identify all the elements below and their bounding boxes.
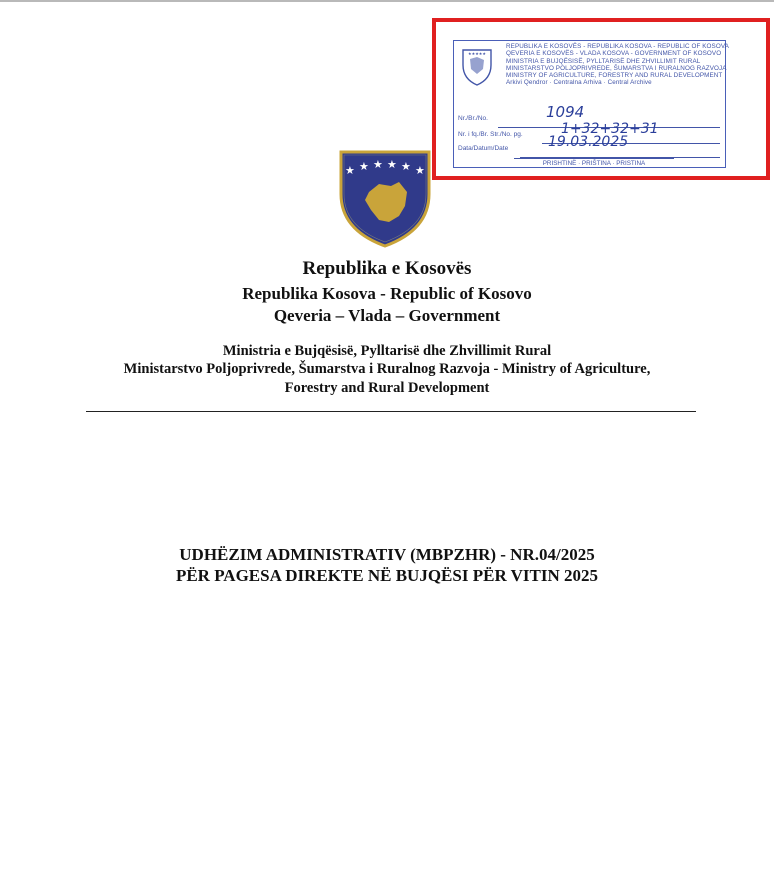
svg-text:★: ★ [373, 158, 383, 171]
stamp-date-handwritten: 19.03.2025 [548, 134, 629, 150]
stamp-header-line: QEVERIA E KOSOVËS - VLADA KOSOVA - GOVERNMENT OF KOSOVO [506, 50, 722, 58]
republic-title: Republika e Kosovës [302, 258, 472, 279]
ministry-name-sr-en: Ministarstvo Poljoprivrede, Šumarstva i Ruralnog Razvoja - Ministry of Agriculture, [123, 361, 651, 377]
page-top-edge [0, 0, 774, 2]
coat-of-arms-icon [333, 148, 437, 248]
svg-text:★★★★★: ★★★★★ [468, 51, 486, 56]
svg-text:★: ★ [387, 158, 397, 171]
government-line: Qeveria – Vlada – Government [273, 306, 501, 325]
header-divider [86, 411, 696, 412]
svg-text:★: ★ [345, 164, 355, 177]
stamp-header-line: REPUBLIKA E KOSOVËS - REPUBLIKA KOSOVA - REPUBLIC OF KOSOVA [506, 43, 729, 50]
ministry-name-sq: Ministria e Bujqësisë, Pylltarisë dhe Zhvillimit Rural [222, 343, 552, 359]
document-title-line2: PËR PAGESA DIREKTE NË BUJQËSI PËR VITIN 2025 [175, 566, 599, 585]
republic-subtitle: Republika Kosova - Republic of Kosovo [242, 284, 532, 303]
stamp-header-line: Arkivi Qendror · Centralna Arhiva · Central Archive [506, 79, 652, 87]
svg-text:★: ★ [359, 160, 369, 173]
stamp-header-line: MINISTRIA E BUJQËSISË, PYLLTARISË DHE ZHVILLIMIT RURAL [506, 57, 701, 65]
stamp-footer: PRISHTINË · PRIŠTINA · PRISTINA [514, 158, 674, 167]
document-title-line1: UDHËZIM ADMINISTRATIV (MBPZHR) - NR.04/2025 [179, 545, 595, 564]
stamp-header-line: MINISTRY OF AGRICULTURE, FORESTRY AND RURAL DEVELOPMENT [506, 72, 723, 80]
stamp-header [506, 43, 729, 87]
stamp-number-handwritten: 1094 [546, 103, 585, 121]
stamp-header-line: MINISTARSTVO POLJOPRIVREDE, ŠUMARSTVA I RURALNOG RAZVOJA [506, 64, 727, 72]
stamp-pages-label: Nr. i fq./Br. Str./No. pg. [458, 131, 523, 138]
stamp-number-label: Nr./Br./No. [458, 115, 488, 122]
stamp-seal-icon [460, 47, 494, 87]
ministry-name-en-cont: Forestry and Rural Development [284, 380, 490, 396]
svg-text:★: ★ [401, 160, 411, 173]
svg-text:★: ★ [415, 164, 425, 177]
stamp-pages-handwritten: 1+32+32+31 [561, 121, 659, 137]
registry-stamp [453, 40, 729, 168]
stamp-date-label: Data/Datum/Date [458, 145, 509, 152]
